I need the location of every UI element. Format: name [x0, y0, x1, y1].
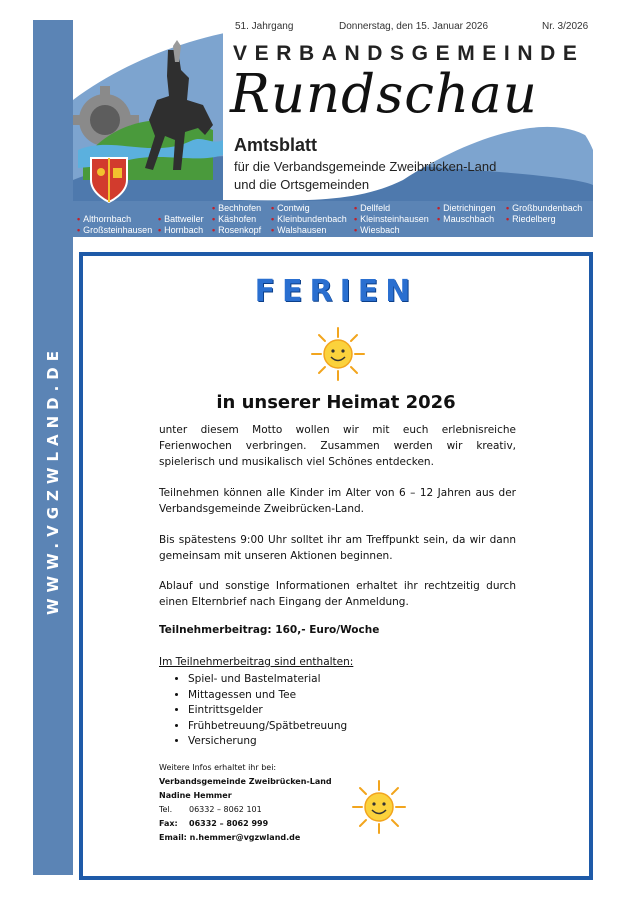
town-item: • Käshofen [212, 214, 257, 224]
town-item: • Wiesbach [354, 225, 400, 235]
town-item: • Bechhofen [212, 203, 262, 213]
town-list [73, 201, 593, 237]
newspaper-header [73, 20, 593, 237]
masthead-verbandsgemeinde: VERBANDSGEMEINDE [233, 42, 585, 65]
masthead-subtitle-line-1: für die Verbandsgemeinde Zweibrücken-Land [234, 159, 497, 174]
contact-info [159, 761, 332, 845]
issue-number: Nr. 3/2026 [542, 21, 589, 32]
coat-of-arms-logo [73, 40, 233, 210]
list-item: • Mittagessen und Tee [188, 688, 347, 704]
contact-fax: Fax: 06332 – 8062 999 [159, 819, 269, 828]
contact-phone: Tel. 06332 – 8062 101 [159, 805, 262, 814]
side-website-url: WWW.VGZWLAND.DE [44, 344, 62, 616]
town-item: • Hornbach [158, 225, 204, 235]
town-item: • Kleinbundenbach [271, 214, 347, 224]
town-item: • Kleinsteinhausen [354, 214, 429, 224]
list-item: • Frühbetreuung/Spätbetreuung [188, 719, 347, 735]
town-item: • Contwig [271, 203, 310, 213]
town-item: • Großbundenbach [506, 203, 583, 213]
contact-organisation: Verbandsgemeinde Zweibrücken-Land [159, 777, 332, 786]
list-item: • Versicherung [188, 734, 347, 750]
town-item: • Großsteinhausen [77, 225, 153, 235]
list-item: • Spiel- und Bastelmaterial [188, 672, 347, 688]
issue-year: 51. Jahrgang [235, 21, 294, 32]
paragraph-information: Ablauf und sonstige Informationen erhaltet ihr rechtzeitig durch einen Elternbrief nach Eingang der Anmeldung. [159, 580, 516, 608]
masthead-subtitle-line-2: und die Ortsgemeinden [234, 177, 370, 192]
town-item: • Walshausen [271, 225, 327, 235]
town-item: • Rosenkopf [212, 225, 262, 235]
included-list [159, 672, 347, 750]
list-item: • Eintrittsgelder [188, 703, 347, 719]
paragraph-participants: Teilnehmen können alle Kinder im Alter von 6 – 12 Jahren aus der Verbandsgemeinde Zweibrücken-Land. [159, 487, 516, 515]
paragraph-motto: unter diesem Motto wollen wir mit euch erlebnisreiche Ferienwochen verbringen. Zusammen werden wir kreativ, spielerisch und musikalisch viel Schönes entdecken. [159, 424, 516, 468]
ferien-heading: in unserer Heimat 2026 [216, 392, 456, 413]
masthead-title: Rundschau [230, 64, 538, 125]
town-item: • Battweiler [158, 214, 204, 224]
issue-date: Donnerstag, den 15. Januar 2026 [339, 21, 488, 32]
amtsblatt-label: Amtsblatt [234, 135, 318, 155]
town-item: • Dietrichingen [437, 203, 496, 213]
town-item: • Dellfeld [354, 203, 391, 213]
sun-icon [351, 779, 407, 835]
contact-person: Nadine Hemmer [159, 791, 232, 800]
shield-icon [91, 158, 127, 202]
town-item: • Riedelberg [506, 214, 556, 224]
sun-icon [310, 326, 366, 382]
contact-intro: Weitere Infos erhaltet ihr bei: [159, 763, 277, 772]
participation-fee: Teilnehmerbeitrag: 160,- Euro/Woche [159, 624, 380, 636]
town-item: • Mauschbach [437, 214, 495, 224]
paragraph-meeting-time: Bis spätestens 9:00 Uhr solltet ihr am Treffpunkt sein, da wir dann gemeinsam mit unseren Aktionen beginnen. [159, 534, 516, 562]
town-item: • Althornbach [77, 214, 132, 224]
contact-email: Email: n.hemmer@vgzwland.de [159, 833, 301, 842]
included-heading: Im Teilnehmerbeitrag sind enthalten: [159, 656, 354, 668]
ferien-title: FERIEN [254, 274, 418, 309]
ferien-announcement-box [79, 252, 593, 880]
